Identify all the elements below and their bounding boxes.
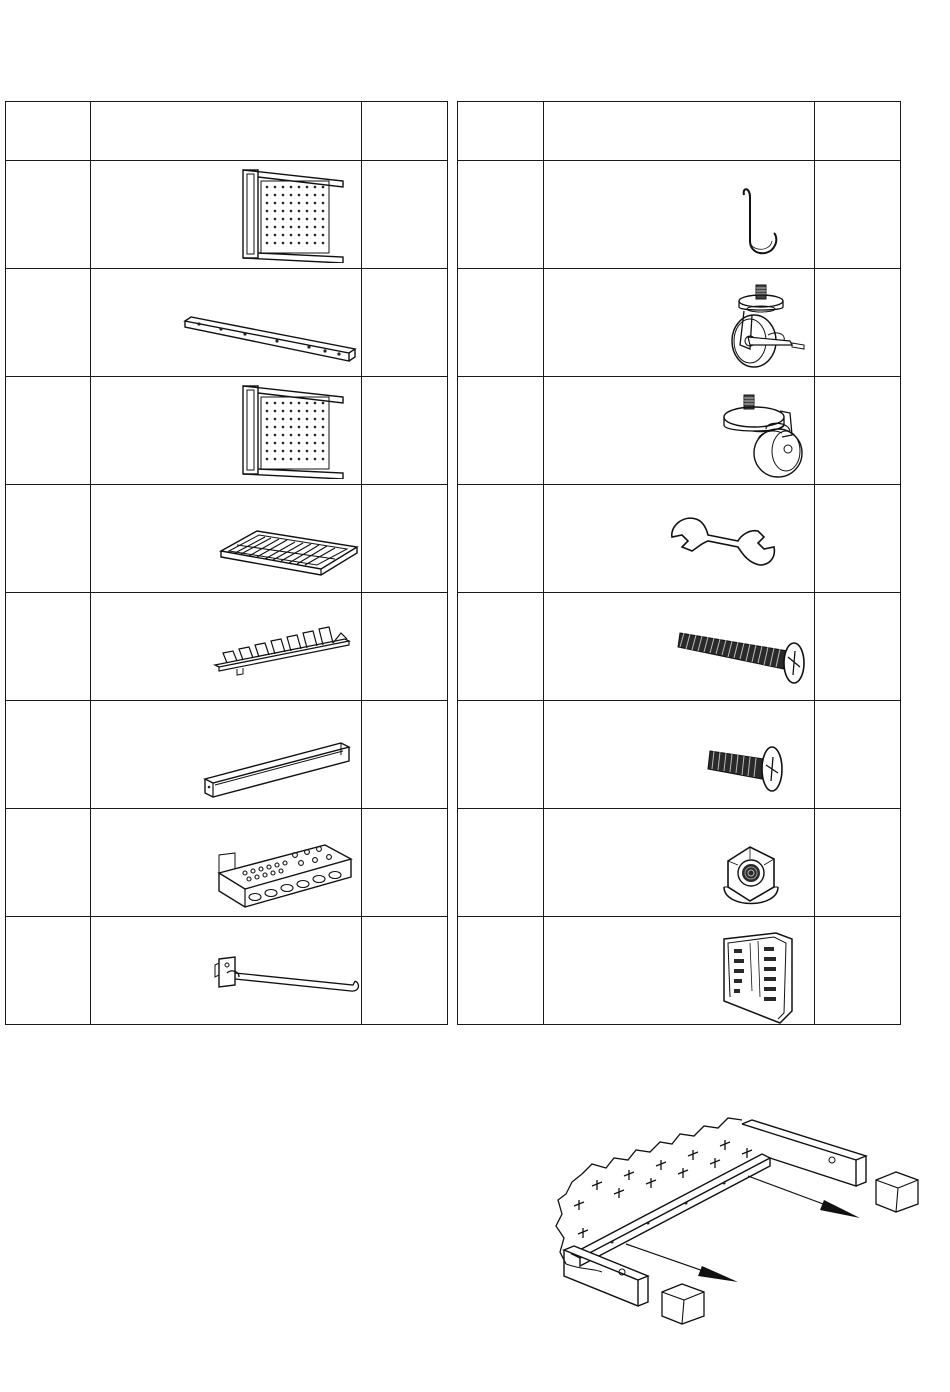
table-row — [458, 701, 901, 809]
table-row — [458, 269, 901, 377]
part-qty-cell — [362, 161, 448, 269]
part-image-cell — [91, 593, 362, 701]
open-end-wrench-icon — [668, 513, 778, 569]
swivel-caster-icon — [722, 391, 808, 479]
long-bolt-icon — [676, 627, 806, 687]
part-image-cell — [544, 269, 815, 377]
table-row — [458, 809, 901, 917]
peg-hook-icon — [213, 951, 363, 999]
part-qty-cell — [362, 701, 448, 809]
table-row — [6, 161, 448, 269]
s-hook-icon — [740, 183, 786, 261]
part-image-cell — [91, 269, 362, 377]
header-cell-no — [6, 102, 91, 161]
table-row — [6, 809, 448, 917]
parts-table-right — [457, 101, 901, 1025]
flange-nut-icon — [720, 831, 782, 911]
part-image-cell — [91, 917, 362, 1025]
table-row — [6, 377, 448, 485]
part-number-cell — [6, 377, 91, 485]
header-cell-no — [458, 102, 544, 161]
part-image-cell — [544, 485, 815, 593]
part-number-cell — [458, 809, 544, 917]
part-qty-cell — [815, 809, 901, 917]
part-image-cell — [91, 701, 362, 809]
wrench-rack-icon — [213, 625, 353, 677]
header-cell-description — [544, 102, 815, 161]
part-number-cell — [458, 701, 544, 809]
u-channel-tray-icon — [203, 741, 353, 799]
part-number-cell — [6, 809, 91, 917]
table-row — [6, 485, 448, 593]
part-number-cell — [458, 593, 544, 701]
header-cell-description — [91, 102, 362, 161]
table-row — [6, 269, 448, 377]
part-qty-cell — [362, 269, 448, 377]
part-number-cell — [458, 917, 544, 1025]
part-qty-cell — [362, 917, 448, 1025]
header-cell-qty — [362, 102, 448, 161]
part-image-cell — [544, 593, 815, 701]
part-image-cell — [544, 161, 815, 269]
header-cell-qty — [815, 102, 901, 161]
locking-caster-icon — [720, 279, 810, 371]
part-qty-cell — [815, 161, 901, 269]
part-image-cell — [544, 917, 815, 1025]
perforated-holder-icon — [215, 833, 355, 909]
table-row — [458, 161, 901, 269]
side-panel-pegboard-icon — [239, 167, 351, 263]
part-number-cell — [6, 701, 91, 809]
table-row — [6, 593, 448, 701]
short-bolt-icon — [706, 743, 788, 799]
part-number-cell — [458, 269, 544, 377]
table-header-row — [458, 102, 901, 161]
part-image-cell — [544, 701, 815, 809]
table-row — [458, 917, 901, 1025]
part-number-cell — [6, 917, 91, 1025]
part-qty-cell — [815, 377, 901, 485]
part-number-cell — [458, 377, 544, 485]
part-number-cell — [6, 485, 91, 593]
part-image-cell — [91, 377, 362, 485]
screwdriver-holder-icon — [720, 931, 798, 1025]
part-qty-cell — [815, 269, 901, 377]
part-number-cell — [458, 161, 544, 269]
part-image-cell — [91, 485, 362, 593]
table-row — [6, 917, 448, 1025]
part-number-cell — [6, 593, 91, 701]
part-number-cell — [458, 485, 544, 593]
part-qty-cell — [362, 377, 448, 485]
side-panel-pegboard-icon — [239, 383, 351, 479]
part-qty-cell — [362, 593, 448, 701]
part-qty-cell — [815, 701, 901, 809]
part-number-cell — [6, 269, 91, 377]
table-row — [6, 701, 448, 809]
part-number-cell — [6, 161, 91, 269]
part-image-cell — [544, 809, 815, 917]
table-row — [458, 485, 901, 593]
shelf-tray-icon — [219, 523, 359, 581]
part-image-cell — [91, 161, 362, 269]
table-row — [458, 377, 901, 485]
part-image-cell — [544, 377, 815, 485]
part-qty-cell — [815, 593, 901, 701]
table-header-row — [6, 102, 448, 161]
part-qty-cell — [362, 809, 448, 917]
cross-bar-icon — [183, 315, 359, 365]
part-image-cell — [91, 809, 362, 917]
table-row — [458, 593, 901, 701]
part-qty-cell — [362, 485, 448, 593]
caster-insertion-diagram — [552, 1114, 922, 1332]
parts-table-left — [5, 101, 448, 1025]
part-qty-cell — [815, 485, 901, 593]
part-qty-cell — [815, 917, 901, 1025]
